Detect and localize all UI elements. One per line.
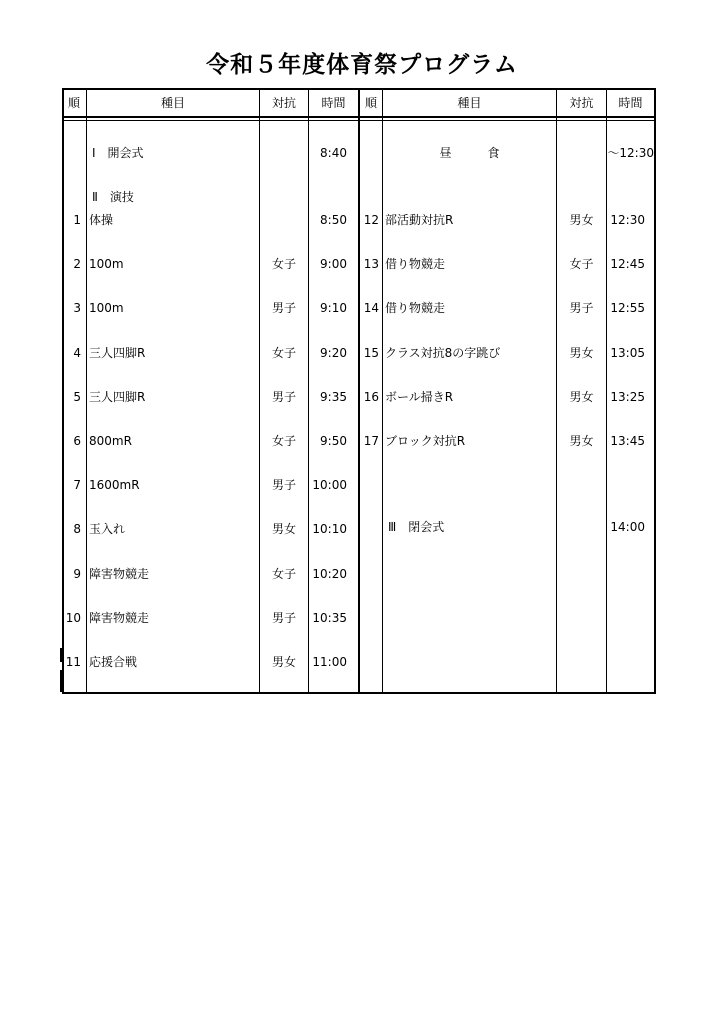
col-line-left-order <box>86 88 87 694</box>
start-time: 9:20 <box>320 346 347 360</box>
event-name: 100m <box>89 257 124 271</box>
start-time: 9:10 <box>320 301 347 315</box>
row-number: 15 <box>363 346 379 360</box>
header-versus-right: 対抗 <box>569 96 594 110</box>
col-line-right-order <box>382 88 383 694</box>
row-number: 12 <box>363 213 379 227</box>
row-number: 17 <box>363 434 379 448</box>
start-time: 12:55 <box>610 301 645 315</box>
start-time: 10:00 <box>312 478 347 492</box>
header-time-right: 時間 <box>618 96 643 110</box>
header-order-right: 順 <box>364 96 377 110</box>
event-name: 障害物競走 <box>89 611 150 625</box>
start-time: 12:30 <box>610 213 645 227</box>
start-time: 11:00 <box>312 655 347 669</box>
row-number: 8 <box>73 522 81 536</box>
header-time-left: 時間 <box>321 96 346 110</box>
lunch-label: 昼 食 <box>439 146 500 160</box>
start-time: 13:45 <box>610 434 645 448</box>
versus-group: 女子 <box>271 434 296 448</box>
start-time: 10:10 <box>312 522 347 536</box>
event-name: ボール掃きR <box>385 390 454 404</box>
header-order-left: 順 <box>67 96 80 110</box>
versus-group: 男女 <box>569 434 594 448</box>
start-time: 13:05 <box>610 346 645 360</box>
versus-group: 女子 <box>569 257 594 271</box>
header-event-right: 種目 <box>457 96 482 110</box>
row-number: 16 <box>363 390 379 404</box>
start-time: 9:35 <box>320 390 347 404</box>
versus-group: 女子 <box>271 257 296 271</box>
event-name: 障害物競走 <box>89 567 150 581</box>
closing-ceremony-label: Ⅲ 閉会式 <box>388 520 445 534</box>
start-time: 8:50 <box>320 213 347 227</box>
event-name: 三人四脚R <box>89 390 146 404</box>
versus-group: 男女 <box>271 655 296 669</box>
row-number: 10 <box>65 611 81 625</box>
event-name: 800mR <box>89 434 132 448</box>
lunch-time: ～12:30 <box>607 146 654 160</box>
program-table <box>62 88 656 694</box>
event-name: 三人四脚R <box>89 346 146 360</box>
performance-section-label: Ⅱ 演技 <box>92 190 134 204</box>
versus-group: 女子 <box>271 346 296 360</box>
header-versus-left: 対抗 <box>271 96 296 110</box>
event-name: クラス対抗8の字跳び <box>385 346 501 360</box>
versus-group: 男女 <box>569 390 594 404</box>
header-event-left: 種目 <box>160 96 185 110</box>
event-name: 借り物競走 <box>385 257 446 271</box>
row-number: 7 <box>73 478 81 492</box>
event-name: 借り物競走 <box>385 301 446 315</box>
event-name: 100m <box>89 301 124 315</box>
row-number: 1 <box>73 213 81 227</box>
row-number: 2 <box>73 257 81 271</box>
row-number: 4 <box>73 346 81 360</box>
opening-ceremony-time: 8:40 <box>320 146 347 160</box>
versus-group: 男子 <box>271 390 296 404</box>
event-name: 応援合戦 <box>89 655 138 669</box>
closing-ceremony-time: 14:00 <box>610 520 645 534</box>
event-name: 体操 <box>89 213 114 227</box>
start-time: 10:35 <box>312 611 347 625</box>
page-title: 令和５年度体育祭プログラム <box>206 52 518 78</box>
event-name: 玉入れ <box>89 522 126 536</box>
row-number: 6 <box>73 434 81 448</box>
versus-group: 男女 <box>569 346 594 360</box>
row-number: 13 <box>363 257 379 271</box>
row-number: 5 <box>73 390 81 404</box>
row-number: 14 <box>363 301 379 315</box>
versus-group: 男女 <box>271 522 296 536</box>
versus-group: 男子 <box>271 478 296 492</box>
start-time: 10:20 <box>312 567 347 581</box>
start-time: 9:00 <box>320 257 347 271</box>
versus-group: 女子 <box>271 567 296 581</box>
versus-group: 男子 <box>271 611 296 625</box>
event-name: 1600mR <box>89 478 140 492</box>
start-time: 9:50 <box>320 434 347 448</box>
versus-group: 男子 <box>569 301 594 315</box>
row-number: 3 <box>73 301 81 315</box>
row-number: 11 <box>65 655 81 669</box>
event-name: ブロック対抗R <box>385 434 466 448</box>
start-time: 12:45 <box>610 257 645 271</box>
start-time: 13:25 <box>610 390 645 404</box>
versus-group: 男子 <box>271 301 296 315</box>
edge-tick-mark <box>60 670 63 692</box>
event-name: 部活動対抗R <box>385 213 454 227</box>
opening-ceremony-label: Ⅰ 開会式 <box>92 146 144 160</box>
versus-group: 男女 <box>569 213 594 227</box>
row-number: 9 <box>73 567 81 581</box>
